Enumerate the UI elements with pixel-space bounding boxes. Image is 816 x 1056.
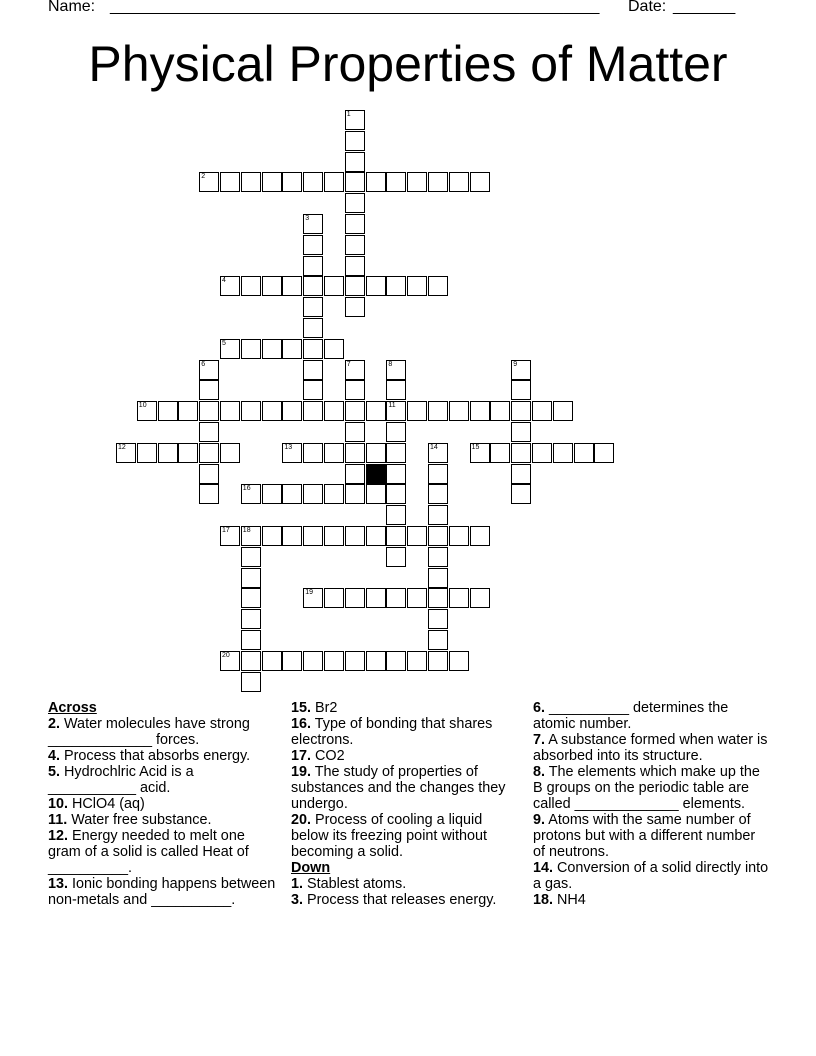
crossword-cell[interactable] [428,526,448,546]
crossword-cell[interactable] [199,380,219,400]
cell-number: 18 [242,527,251,534]
crossword-cell[interactable] [511,360,531,380]
crossword-cell[interactable] [345,588,365,608]
crossword-cell[interactable] [366,443,386,463]
crossword-cell[interactable] [366,401,386,421]
crossword-cell[interactable] [345,484,365,504]
crossword-cell[interactable] [386,588,406,608]
crossword-cell[interactable] [324,276,344,296]
across-heading: Across [48,700,97,716]
crossword-cell[interactable] [282,172,302,192]
crossword-cell[interactable] [158,443,178,463]
clue-down-6: 6. __________ determines the atomic number. [533,700,729,732]
crossword-cell[interactable] [407,276,427,296]
clues-column-2 [291,700,521,908]
crossword-cell[interactable] [345,276,365,296]
crossword-cell[interactable] [345,401,365,421]
cell-number: 16 [242,485,251,493]
clue-down-1: 1. Stablest atoms. [291,876,407,892]
crossword-cell[interactable] [345,256,365,276]
cell-number: 6 [201,360,206,368]
crossword-cell[interactable] [178,443,198,463]
crossword-cell[interactable] [303,526,323,546]
cell-number: 12 [118,443,126,451]
cell-number: 15 [471,443,480,451]
crossword-cell[interactable] [345,422,365,442]
clue-across-4: 4. Process that absorbs energy. [48,748,251,764]
crossword-cell[interactable] [241,609,261,629]
crossword-cell[interactable] [116,443,136,463]
crossword-cell[interactable] [303,235,323,255]
crossword-cell[interactable] [282,651,302,671]
clue-down-9: 9. Atoms with the same number of protons but with a different number of neutrons. [533,812,756,860]
crossword-cell[interactable] [407,588,427,608]
page-title: Physical Properties of Matter [88,36,728,92]
crossword-cell[interactable] [158,401,178,421]
crossword-cell[interactable] [511,443,531,463]
crossword-cell[interactable] [366,526,386,546]
clue-across-20: 20. Process of cooling a liquid below its freezing point without becoming a solid. [291,812,487,860]
cell-number: 17 [222,527,230,534]
crossword-cell[interactable] [407,651,427,671]
crossword-cell[interactable] [345,110,365,130]
crossword-cell[interactable] [428,651,448,671]
cell-number: 4 [222,277,226,285]
clue-across-15: 15. Br2 [291,700,338,716]
crossword-cell[interactable] [366,651,386,671]
crossword-cell[interactable] [386,276,406,296]
crossword-cell[interactable] [324,443,344,463]
crossword-cell[interactable] [449,588,469,608]
cell-number: 20 [222,651,230,659]
name-field-line[interactable]: _______________________________________________________ [110,0,600,15]
crossword-cell[interactable] [345,360,365,380]
crossword-cell[interactable] [386,172,406,192]
crossword-cell[interactable] [303,172,323,192]
crossword-cell[interactable] [220,172,240,192]
crossword-cell[interactable] [428,547,448,567]
crossword-cell[interactable] [303,651,323,671]
crossword-cell[interactable] [199,422,219,442]
crossword-cell[interactable] [449,526,469,546]
down-heading: Down [291,860,331,876]
crossword-cell[interactable] [199,401,219,421]
crossword-cell[interactable] [241,672,261,692]
clue-down-8: 8. The elements which make up the B groups on the periodic table are called _____________ elements. [533,764,760,812]
crossword-cell[interactable] [449,651,469,671]
crossword-cell[interactable] [220,443,240,463]
crossword-cell[interactable] [594,443,614,463]
crossword-cell[interactable] [386,401,406,421]
crossword-cell[interactable] [220,526,240,546]
crossword-cell[interactable] [532,401,552,421]
crossword-cell[interactable] [428,443,448,463]
crossword-cell[interactable] [490,443,510,463]
crossword-cell[interactable] [241,172,261,192]
cell-number: 11 [388,402,396,410]
crossword-cell[interactable] [386,360,406,380]
crossword-cell[interactable] [407,526,427,546]
crossword-cell[interactable] [303,276,323,296]
crossword-cell[interactable] [428,401,448,421]
crossword-cell[interactable] [303,297,323,317]
crossword-cell[interactable] [386,651,406,671]
clues-column-1 [48,700,280,908]
crossword-cell[interactable] [241,588,261,608]
crossword-cell[interactable] [220,651,240,671]
crossword-cell[interactable] [262,484,282,504]
crossword-cell[interactable] [303,484,323,504]
crossword-cell[interactable] [345,651,365,671]
crossword-cell[interactable] [366,484,386,504]
crossword-cell[interactable] [553,443,573,463]
crossword-cell[interactable] [199,172,219,192]
crossword-cell[interactable] [241,339,261,359]
crossword-cell[interactable] [345,131,365,151]
clue-across-5: 5. Hydrochlric Acid is a ___________ acid. [48,764,194,796]
crossword-cell[interactable] [262,401,282,421]
clue-across-16: 16. Type of bonding that shares electrons. [291,716,493,748]
crossword-cell[interactable] [386,380,406,400]
crossword-cell[interactable] [303,380,323,400]
crossword-cell[interactable] [345,464,365,484]
crossword-cell[interactable] [199,360,219,380]
clue-across-17: 17. CO2 [291,748,345,764]
crossword-cell[interactable] [511,422,531,442]
crossword-cell[interactable] [324,588,344,608]
name-label: Name: [48,0,96,15]
crossword-cell[interactable] [220,401,240,421]
crossword-cell[interactable] [386,464,406,484]
cell-number: 13 [284,443,293,451]
crossword-cell[interactable] [241,651,261,671]
crossword-cell[interactable] [262,339,282,359]
crossword-cell[interactable] [386,443,406,463]
crossword-cell[interactable] [428,588,448,608]
crossword-cell[interactable] [241,484,261,504]
crossword-cell[interactable] [324,339,344,359]
crossword-cell[interactable] [386,505,406,525]
clue-across-13: 13. Ionic bonding happens between non-metals and __________. [48,876,276,908]
crossword-cell[interactable] [303,443,323,463]
crossword-cell[interactable] [199,443,219,463]
crossword-cell[interactable] [282,526,302,546]
clue-across-10: 10. HClO4 (aq) [48,796,145,812]
cell-number: 14 [430,443,438,451]
crossword-cell[interactable] [407,401,427,421]
crossword-cell[interactable] [428,276,448,296]
crossword-cell[interactable] [241,526,261,546]
crossword-cell[interactable] [241,547,261,567]
crossword-cell[interactable] [428,630,448,650]
crossword-cell[interactable] [199,484,219,504]
crossword-cell[interactable] [345,152,365,172]
cell-number: 5 [222,339,226,347]
crossword-cell[interactable] [428,464,448,484]
crossword-cell[interactable] [345,443,365,463]
crossword-cell[interactable] [366,276,386,296]
clue-down-18: 18. NH4 [533,892,586,908]
crossword-cell[interactable] [241,401,261,421]
cell-number: 7 [346,360,351,368]
clue-across-19: 19. The study of properties of substances and the changes they undergo. [291,764,506,812]
clue-across-11: 11. Water free substance. [48,812,212,828]
crossword-cell[interactable] [428,609,448,629]
crossword-cell[interactable] [241,630,261,650]
crossword-cell[interactable] [407,172,427,192]
crossword-cell[interactable] [303,256,323,276]
crossword-cell[interactable] [199,464,219,484]
crossword-cell[interactable] [345,380,365,400]
crossword-cell[interactable] [324,401,344,421]
crossword-cell[interactable] [303,588,323,608]
crossword-cell[interactable] [449,172,469,192]
crossword-cell[interactable] [324,651,344,671]
clue-down-3: 3. Process that releases energy. [291,892,497,908]
date-field-line[interactable]: _______ [673,0,736,15]
crossword-cell[interactable] [511,484,531,504]
crossword-cell[interactable] [511,401,531,421]
crossword-cell[interactable] [282,276,302,296]
clue-across-12: 12. Energy needed to melt one gram of a solid is called Heat of __________. [48,828,249,876]
crossword-cell[interactable] [262,526,282,546]
cell-number: 9 [513,360,518,368]
crossword-cell[interactable] [345,193,365,213]
clue-across-2: 2. Water molecules have strong _____________ forces. [48,716,250,748]
crossword-cell[interactable] [137,443,157,463]
cell-number: 1 [346,111,351,118]
crossword-cell[interactable] [282,484,302,504]
crossword-cell[interactable] [366,172,386,192]
crossword-cell[interactable] [345,214,365,234]
cell-number: 3 [305,215,310,222]
crossword-cell[interactable] [220,276,240,296]
crossword-cell[interactable] [282,443,302,463]
crossword-cell[interactable] [324,526,344,546]
crossword-cell[interactable] [574,443,594,463]
cell-number: 8 [388,360,393,368]
crossword-cell[interactable] [366,588,386,608]
date-label: Date: [628,0,667,15]
crossword-cell[interactable] [532,443,552,463]
crossword-cell[interactable] [137,401,157,421]
crossword-cell[interactable] [178,401,198,421]
crossword-cell[interactable] [428,172,448,192]
crossword-cell[interactable] [262,172,282,192]
crossword-cell[interactable] [428,484,448,504]
crossword-cell[interactable] [386,484,406,504]
crossword-cell[interactable] [386,422,406,442]
crossword-cell[interactable] [470,401,490,421]
crossword-cell[interactable] [470,588,490,608]
crossword-cell[interactable] [345,172,365,192]
crossword-cell[interactable] [428,505,448,525]
crossword-cell[interactable] [303,401,323,421]
crossword-cell[interactable] [241,568,261,588]
crossword-cell[interactable] [345,235,365,255]
crossword-cell[interactable] [282,401,302,421]
crossword-cell[interactable] [470,172,490,192]
clue-down-7: 7. A substance formed when water is absorbed into its structure. [533,732,768,764]
crossword-cell[interactable] [553,401,573,421]
black-cell [366,464,386,484]
crossword-cell[interactable] [428,568,448,588]
crossword-cell[interactable] [386,547,406,567]
crossword-cell[interactable] [511,464,531,484]
crossword-cell[interactable] [220,339,240,359]
crossword-cell[interactable] [449,401,469,421]
clues-column-3 [533,700,771,908]
crossword-cell[interactable] [470,526,490,546]
crossword-cell[interactable] [470,443,490,463]
crossword-cell[interactable] [303,360,323,380]
crossword-cell[interactable] [282,339,302,359]
crossword-cell[interactable] [324,172,344,192]
crossword-cell[interactable] [241,276,261,296]
crossword-cell[interactable] [511,380,531,400]
crossword-cell[interactable] [262,651,282,671]
cell-number: 19 [305,589,313,597]
crossword-cell[interactable] [303,339,323,359]
crossword-cell[interactable] [303,318,323,338]
crossword-cell[interactable] [386,526,406,546]
crossword-cell[interactable] [303,214,323,234]
crossword-cell[interactable] [324,484,344,504]
clue-down-14: 14. Conversion of a solid directly into a gas. [533,860,769,892]
cell-number: 2 [201,173,206,181]
crossword-cell[interactable] [345,526,365,546]
cell-number: 10 [138,402,147,410]
crossword-cell[interactable] [345,297,365,317]
crossword-cell[interactable] [490,401,510,421]
crossword-cell[interactable] [262,276,282,296]
